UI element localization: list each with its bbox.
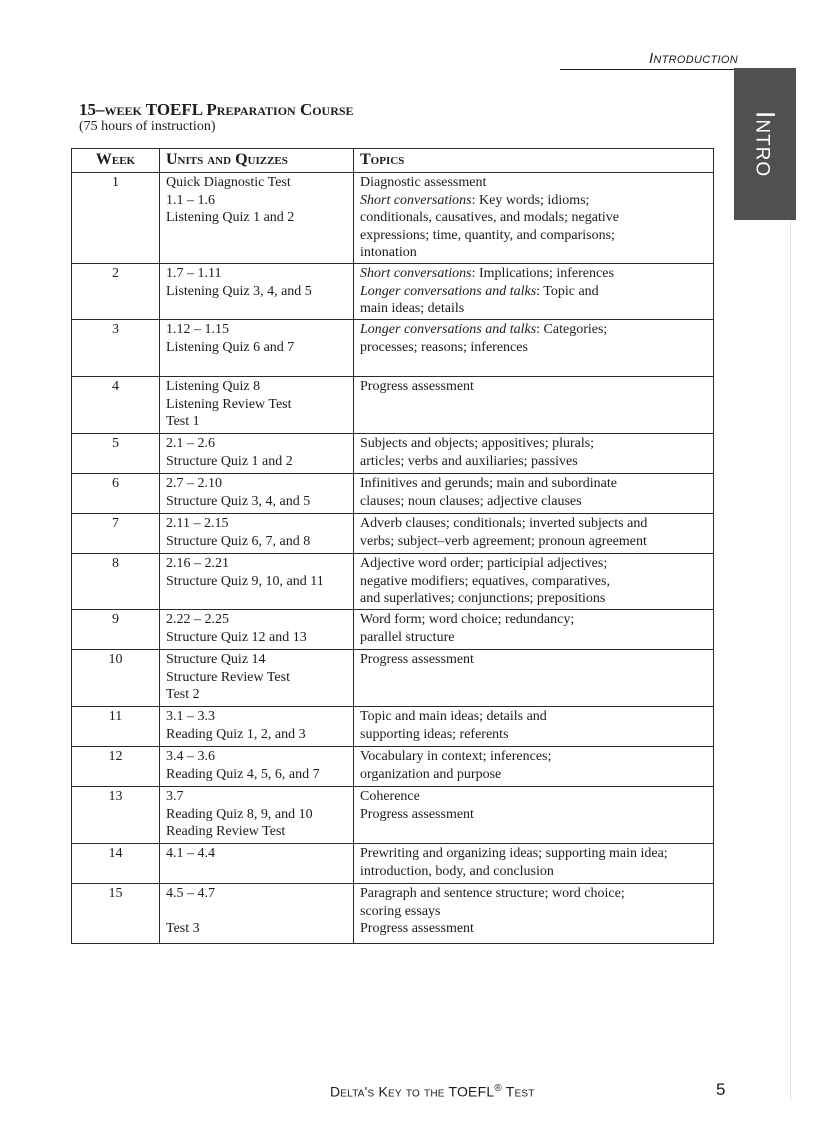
unit-line: Structure Review Test (166, 669, 290, 685)
unit-line: Test 2 (166, 687, 200, 702)
section-tab-label: Intro (750, 110, 781, 178)
topic-text: Vocabulary in context; inferences; (360, 749, 552, 764)
registered-mark: ® (494, 1083, 502, 1094)
topic-text: expressions; time, quantity, and comparisons; (360, 227, 615, 243)
week-number: 5 (72, 434, 160, 474)
unit-line: Reading Quiz 1, 2, and 3 (166, 726, 306, 742)
topics-cell (354, 650, 714, 707)
topic-line (360, 651, 707, 669)
topics-cell (354, 377, 714, 434)
topic-text: Progress assessment (360, 921, 474, 936)
units-cell (160, 844, 354, 884)
topic-line (360, 378, 707, 396)
topic-line (360, 748, 707, 766)
table-row (72, 884, 714, 944)
units-cell (160, 264, 354, 320)
unit-line: Listening Quiz 8 (166, 379, 261, 394)
unit-line: 3.1 – 3.3 (166, 709, 215, 724)
topic-text: intonation (360, 245, 417, 260)
units-cell (160, 320, 354, 377)
topic-text: processes; reasons; inferences (360, 339, 528, 355)
week-number: 2 (72, 264, 160, 320)
topic-line (360, 629, 707, 647)
table-body (72, 173, 714, 944)
page-title: 15–week TOEFL Preparation Course (79, 100, 354, 119)
unit-line: Listening Quiz 6 and 7 (166, 339, 295, 355)
topic-line (360, 726, 707, 744)
topic-line (360, 533, 707, 551)
header-rule (560, 69, 737, 70)
unit-line: 1.7 – 1.11 (166, 266, 222, 281)
unit-line: 1.1 – 1.6 (166, 192, 215, 208)
topics-cell (354, 610, 714, 650)
unit-line: Structure Quiz 1 and 2 (166, 453, 293, 469)
topic-line (360, 885, 707, 903)
topics-cell (354, 844, 714, 884)
topic-line (360, 192, 707, 210)
unit-line: Reading Quiz 8, 9, and 10 (166, 806, 313, 822)
table-header-row (72, 149, 714, 173)
page-edge-line (790, 220, 791, 1100)
footer-title: Delta's Key to the TOEFL (330, 1083, 495, 1100)
table-row (72, 173, 714, 264)
unit-line: Listening Review Test (166, 396, 292, 412)
topics-cell (354, 747, 714, 787)
week-number: 13 (72, 787, 160, 844)
topic-text: articles; verbs and auxiliaries; passives (360, 453, 578, 469)
unit-line: 2.16 – 2.21 (166, 556, 229, 571)
topics-cell (354, 474, 714, 514)
week-number: 8 (72, 554, 160, 610)
unit-line: Structure Quiz 3, 4, and 5 (166, 493, 311, 509)
unit-line: 2.7 – 2.10 (166, 476, 222, 491)
topic-line (360, 475, 707, 493)
topic-text: scoring essays (360, 903, 441, 919)
topic-text: main ideas; details (360, 301, 465, 316)
units-cell (160, 514, 354, 554)
unit-line: Listening Quiz 3, 4, and 5 (166, 283, 312, 299)
unit-line: 3.4 – 3.6 (166, 749, 215, 764)
section-tab (734, 68, 796, 220)
course-schedule-table (71, 148, 714, 944)
topic-line (360, 573, 707, 591)
table-row (72, 787, 714, 844)
topic-text: : Categories; (536, 322, 608, 337)
table-row (72, 320, 714, 377)
topic-text: Progress assessment (360, 379, 474, 394)
week-number: 1 (72, 173, 160, 264)
topic-text: : Topic and (536, 283, 599, 299)
topic-category: Short conversations (360, 266, 472, 281)
topic-text: and superlatives; conjunctions; prepositions (360, 591, 606, 606)
page-number: 5 (716, 1080, 726, 1099)
topic-line (360, 766, 707, 784)
units-cell (160, 707, 354, 747)
unit-line: Reading Quiz 4, 5, 6, and 7 (166, 766, 320, 782)
topic-text: conditionals, causatives, and modals; negative (360, 210, 619, 225)
unit-line: Listening Quiz 1 and 2 (166, 210, 295, 225)
units-cell (160, 377, 354, 434)
unit-line: 2.22 – 2.25 (166, 612, 229, 627)
topic-line (360, 845, 707, 863)
table-row (72, 747, 714, 787)
table-row (72, 610, 714, 650)
topic-text: Coherence (360, 789, 420, 804)
week-number: 9 (72, 610, 160, 650)
topic-text: Topic and main ideas; details and (360, 709, 547, 724)
topic-text: negative modifiers; equatives, comparatives, (360, 573, 610, 589)
unit-line: 2.11 – 2.15 (166, 516, 229, 531)
units-cell (160, 474, 354, 514)
running-header: Introduction (648, 50, 738, 67)
topic-line (360, 493, 707, 511)
topic-text: Adjective word order; participial adjectives; (360, 556, 608, 571)
topic-category: Longer conversations and talks (360, 322, 537, 337)
topics-cell (354, 434, 714, 474)
topics-cell (354, 320, 714, 377)
table-row (72, 434, 714, 474)
topic-text: supporting ideas; referents (360, 726, 509, 742)
topic-line (360, 227, 707, 245)
unit-line: 4.5 – 4.7 (166, 886, 215, 901)
table-row (72, 554, 714, 610)
topics-cell (354, 554, 714, 610)
topic-line (360, 283, 707, 301)
week-number: 15 (72, 884, 160, 944)
units-cell (160, 884, 354, 944)
topic-category: Short conversations (360, 192, 472, 208)
running-footer (330, 1083, 535, 1100)
table-row (72, 264, 714, 320)
topic-line (360, 265, 707, 283)
unit-line: Reading Review Test (166, 824, 286, 839)
topic-text: parallel structure (360, 629, 455, 645)
unit-line: 1.12 – 1.15 (166, 322, 229, 337)
topic-text: Progress assessment (360, 652, 474, 667)
table-row (72, 650, 714, 707)
table-row (72, 377, 714, 434)
topic-text: verbs; subject–verb agreement; pronoun agreement (360, 533, 647, 549)
topic-text: : Key words; idioms; (471, 192, 590, 208)
topic-line (360, 611, 707, 629)
column-header-week: Week (72, 149, 160, 173)
topic-text: organization and purpose (360, 766, 502, 782)
unit-line (166, 903, 347, 921)
topic-text: clauses; noun clauses; adjective clauses (360, 493, 582, 509)
unit-line: Structure Quiz 14 (166, 652, 266, 667)
week-number: 6 (72, 474, 160, 514)
unit-line: Test 1 (166, 414, 200, 429)
topics-cell (354, 787, 714, 844)
table-row (72, 514, 714, 554)
week-number: 12 (72, 747, 160, 787)
topic-text: Infinitives and gerunds; main and subordinate (360, 476, 617, 491)
unit-line: 4.1 – 4.4 (166, 846, 215, 861)
topic-text: Prewriting and organizing ideas; supporting main idea; (360, 846, 668, 861)
topic-line (360, 920, 707, 938)
units-cell (160, 787, 354, 844)
units-cell (160, 747, 354, 787)
topic-line (360, 321, 707, 339)
topic-text: Progress assessment (360, 806, 474, 822)
topic-line (360, 863, 707, 881)
topics-cell (354, 884, 714, 944)
topics-cell (354, 264, 714, 320)
units-cell (160, 554, 354, 610)
unit-line: Structure Quiz 9, 10, and 11 (166, 573, 324, 589)
topic-text: Subjects and objects; appositives; plurals; (360, 436, 595, 451)
week-number: 14 (72, 844, 160, 884)
unit-line: 2.1 – 2.6 (166, 436, 215, 451)
topic-text: : Implications; inferences (471, 266, 614, 281)
topic-line (360, 806, 707, 824)
topics-cell (354, 514, 714, 554)
table-row (72, 707, 714, 747)
column-header-topics: Topics (354, 149, 714, 173)
page-subtitle: (75 hours of instruction) (79, 119, 216, 134)
footer-title-end: Test (501, 1083, 535, 1100)
units-cell (160, 434, 354, 474)
table-row (72, 844, 714, 884)
units-cell (160, 610, 354, 650)
units-cell (160, 650, 354, 707)
topic-line (360, 339, 707, 357)
units-cell (160, 173, 354, 264)
week-number: 10 (72, 650, 160, 707)
topics-cell (354, 173, 714, 264)
unit-line: Structure Quiz 12 and 13 (166, 629, 307, 645)
topic-line (360, 453, 707, 471)
topic-line (360, 209, 707, 227)
topic-line (360, 515, 707, 533)
unit-line: 3.7 (166, 789, 184, 804)
topic-line (360, 435, 707, 453)
topic-text: introduction, body, and conclusion (360, 863, 554, 879)
topic-line (360, 555, 707, 573)
topic-line (360, 903, 707, 921)
topic-text: Paragraph and sentence structure; word choice; (360, 886, 625, 901)
week-number: 11 (72, 707, 160, 747)
week-number: 7 (72, 514, 160, 554)
topic-line (360, 300, 707, 318)
table-row (72, 474, 714, 514)
topic-line (360, 244, 707, 262)
topic-category: Longer conversations and talks (360, 283, 537, 299)
topic-text: Word form; word choice; redundancy; (360, 612, 575, 627)
topic-line (360, 174, 707, 192)
topic-text: Adverb clauses; conditionals; inverted subjects and (360, 516, 648, 531)
week-number: 4 (72, 377, 160, 434)
topics-cell (354, 707, 714, 747)
topic-line (360, 708, 707, 726)
topic-text: Diagnostic assessment (360, 175, 487, 190)
topic-line (360, 590, 707, 608)
unit-line: Structure Quiz 6, 7, and 8 (166, 533, 311, 549)
week-number: 3 (72, 320, 160, 377)
topic-line (360, 788, 707, 806)
column-header-units: Units and Quizzes (160, 149, 354, 173)
unit-line: Quick Diagnostic Test (166, 175, 291, 190)
unit-line: Test 3 (166, 921, 200, 936)
